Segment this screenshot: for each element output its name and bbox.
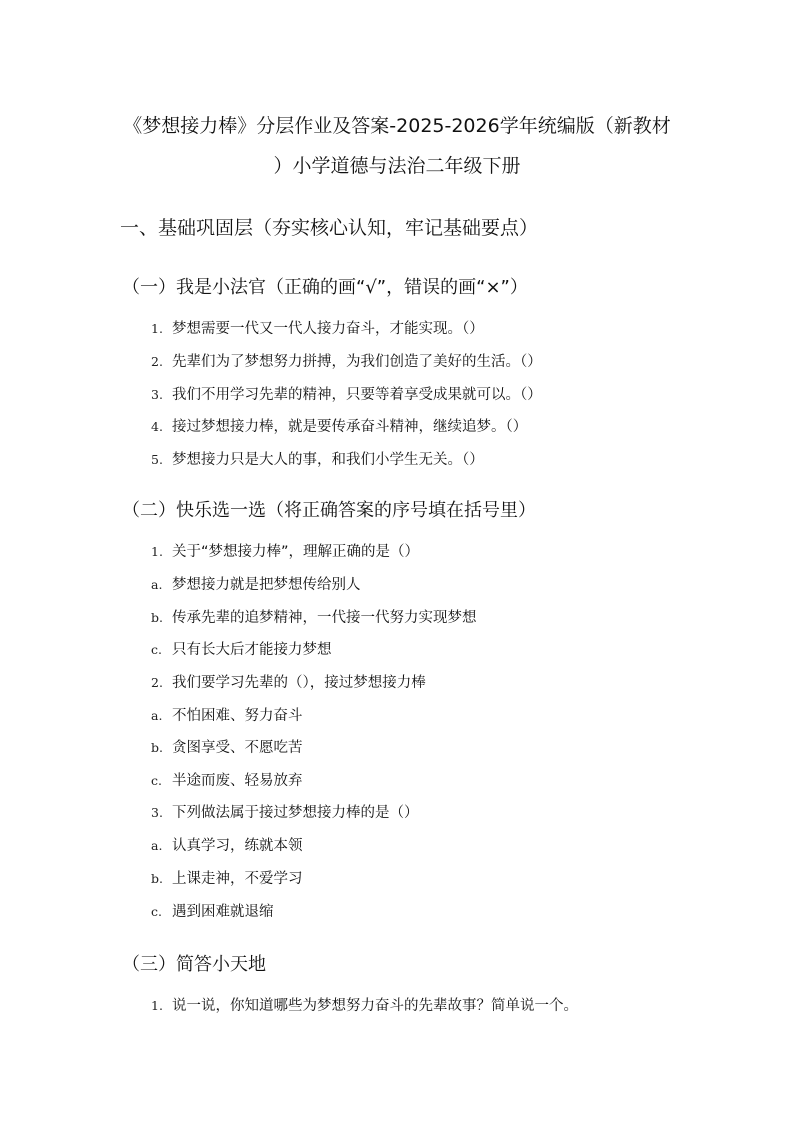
item-text: 先辈们为了梦想努力拼搏，为我们创造了美好的生活。（） — [172, 354, 542, 370]
list-item — [151, 449, 484, 471]
item-text: 我们要学习先辈的（），接过梦想接力棒 — [172, 675, 426, 691]
item-number: b. — [151, 610, 163, 625]
list-item — [151, 639, 332, 661]
list-item — [151, 318, 484, 340]
section-1-heading: 一、基础巩固层（夯实核心认知，牢记基础要点） — [120, 217, 539, 239]
item-number: b. — [151, 871, 163, 886]
item-text: 不怕困难、努力奋斗 — [172, 708, 303, 724]
item-number: 3. — [151, 805, 163, 820]
list-item — [151, 351, 542, 373]
item-text: 梦想接力只是大人的事，和我们小学生无关。（） — [172, 452, 484, 468]
item-text: 接过梦想接力棒，就是要传承奋斗精神，继续追梦。（） — [172, 419, 528, 435]
list-item — [151, 705, 303, 727]
part-1-heading: （一）我是小法官（正确的画“√”，错误的画“×”） — [122, 277, 528, 298]
item-text: 下列做法属于接过梦想接力棒的是（） — [172, 805, 419, 821]
list-item — [151, 770, 303, 792]
list-item — [151, 901, 274, 923]
list-item — [151, 384, 542, 406]
item-text: 贪图享受、不愿吃苦 — [172, 740, 303, 756]
list-item — [151, 868, 303, 890]
item-number: 1. — [151, 321, 163, 336]
item-number: 1. — [151, 998, 163, 1013]
item-number: 5. — [151, 452, 163, 467]
list-item — [151, 995, 578, 1017]
part-3-heading: （三）简答小天地 — [122, 954, 266, 975]
list-item — [151, 416, 527, 438]
document-title-line-2: ）小学道德与法治二年级下册 — [273, 155, 521, 177]
item-number: c. — [151, 642, 162, 657]
list-item — [151, 574, 361, 596]
item-text: 遇到困难就退缩 — [172, 904, 274, 920]
item-number: c. — [151, 773, 162, 788]
item-number: a. — [151, 708, 163, 723]
item-text: 只有长大后才能接力梦想 — [172, 642, 332, 658]
item-number: 4. — [151, 419, 163, 434]
item-text: 说一说，你知道哪些为梦想努力奋斗的先辈故事？简单说一个。 — [172, 998, 578, 1014]
item-text: 关于“梦想接力棒”，理解正确的是（） — [172, 544, 420, 560]
list-item — [151, 835, 303, 857]
item-number: 3. — [151, 387, 163, 402]
list-item — [151, 541, 419, 563]
item-number: c. — [151, 904, 162, 919]
list-item — [151, 737, 303, 759]
document-title-line-1: 《梦想接力棒》分层作业及答案-2025-2026学年统编版（新教材 — [123, 115, 671, 137]
item-text: 梦想需要一代又一代人接力奋斗，才能实现。（） — [172, 321, 484, 337]
item-text: 传承先辈的追梦精神，一代接一代努力实现梦想 — [172, 610, 477, 626]
item-number: a. — [151, 577, 163, 592]
item-text: 我们不用学习先辈的精神，只要等着享受成果就可以。（） — [172, 387, 542, 403]
item-text: 半途而废、轻易放弃 — [172, 773, 303, 789]
item-number: b. — [151, 740, 163, 755]
item-number: 2. — [151, 675, 163, 690]
item-number: a. — [151, 838, 163, 853]
item-number: 2. — [151, 354, 163, 369]
list-item — [151, 607, 477, 629]
part-2-heading: （二）快乐选一选（将正确答案的序号填在括号里） — [122, 500, 536, 521]
list-item — [151, 672, 426, 694]
item-text: 上课走神，不爱学习 — [172, 871, 303, 887]
item-text: 认真学习，练就本领 — [172, 838, 303, 854]
item-number: 1. — [151, 544, 163, 559]
item-text: 梦想接力就是把梦想传给别人 — [172, 577, 361, 593]
list-item — [151, 802, 419, 824]
